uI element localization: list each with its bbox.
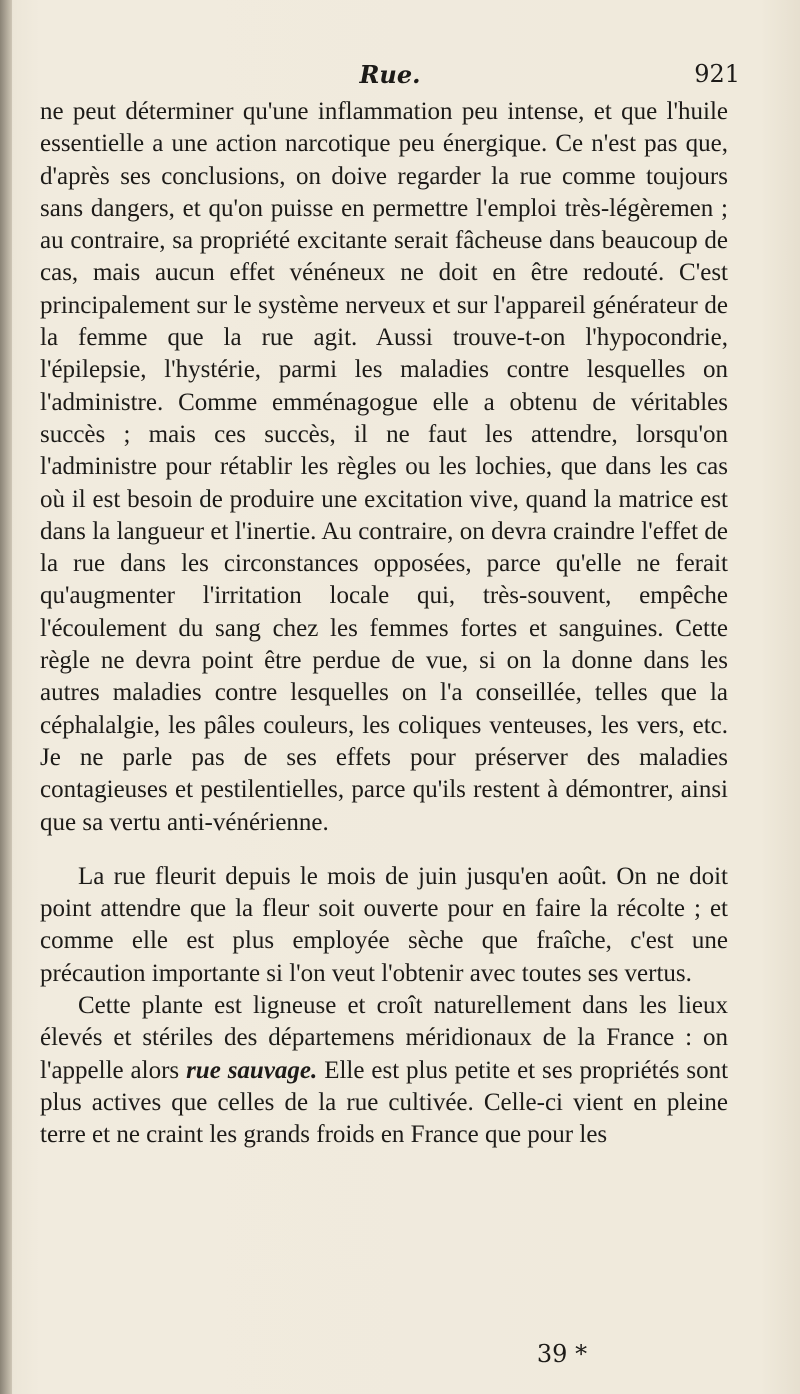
italic-term-rue-sauvage: rue sauvage. [186,1056,318,1084]
page-header [40,58,740,94]
signature-mark-text: 39 * [536,1340,588,1368]
paragraph-1: ne peut déterminer qu'une inflammation peu intense, et que l'huile essentielle a une action narcotique peu énergique. Ce n'est pas que, d'après ses conclusions, on doive regarder la rue comme toujours sans dangers, et qu'on puisse en permettre l'emploi très-légèremen ; au contraire, sa propriété excitante serait fâcheuse dans beaucoup de cas, mais aucun effet vénéneux ne doit en être redouté. C'est principalement sur le système nerveux et sur l'appareil générateur de la femme que la rue agit. Aussi trouve-t-on l'hypocondrie, l'épilepsie, l'hystérie, parmi les maladies contre lesquelles on l'administre. Comme emménagogue elle a obtenu de véritables succès ; mais ces succès, il ne faut les attendre, lorsqu'on l'administre pour rétablir les règles ou les lochies, que dans les cas où il est besoin de produire une excitation vive, quand la matrice est dans la langueur et l'inertie. Au contraire, on devra craindre l'effet de la rue dans les circonstances opposées, parce qu'elle ne ferait qu'augmenter l'irritation locale qui, très-souvent, empêche l'écoulement du sang chez les femmes fortes et sanguines. Cette règle ne devra point être perdue de vue, si on la donne dans les autres maladies contre lesquelles on l'a conseillée, telles que la céphalalgie, les pâles couleurs, les coliques venteuses, les vers, etc. Je ne parle pas de ses effets pour préserver des maladies contagieuses et pestilentielles, parce qu'ils restent à démontrer, ainsi que sa vertu anti-vénérienne. [40,98,728,836]
paragraph-3-continuation: Elle est plus petite et ses propriétés sont plus actives que celles de la rue cultivée. Celle-ci vient en pleine terre et ne craint les grands froids en France que pour les [40,1056,729,1149]
page-spine-shadow [0,0,12,1394]
running-title: Rue. [359,60,421,89]
body-text [40,96,728,1152]
paragraph-3 [40,990,728,1151]
paragraph-3-text: Cette plante est ligneuse et croît naturellement dans les lieux élevés et stériles des départemens méridionaux de la France : on l'appelle alors [40,992,728,1084]
paragraph-2: La rue fleurit depuis le mois de juin jusqu'en août. On ne doit point attendre que la fleur soit ouverte pour en faire la récolte ; et comme elle est plus employée sèche que fraîche, c'est une précaution importante si l'on veut l'obtenir avec toutes ses vertus. [40,862,728,987]
signature-mark [0,1340,800,1368]
page-number: 921 [694,60,740,88]
